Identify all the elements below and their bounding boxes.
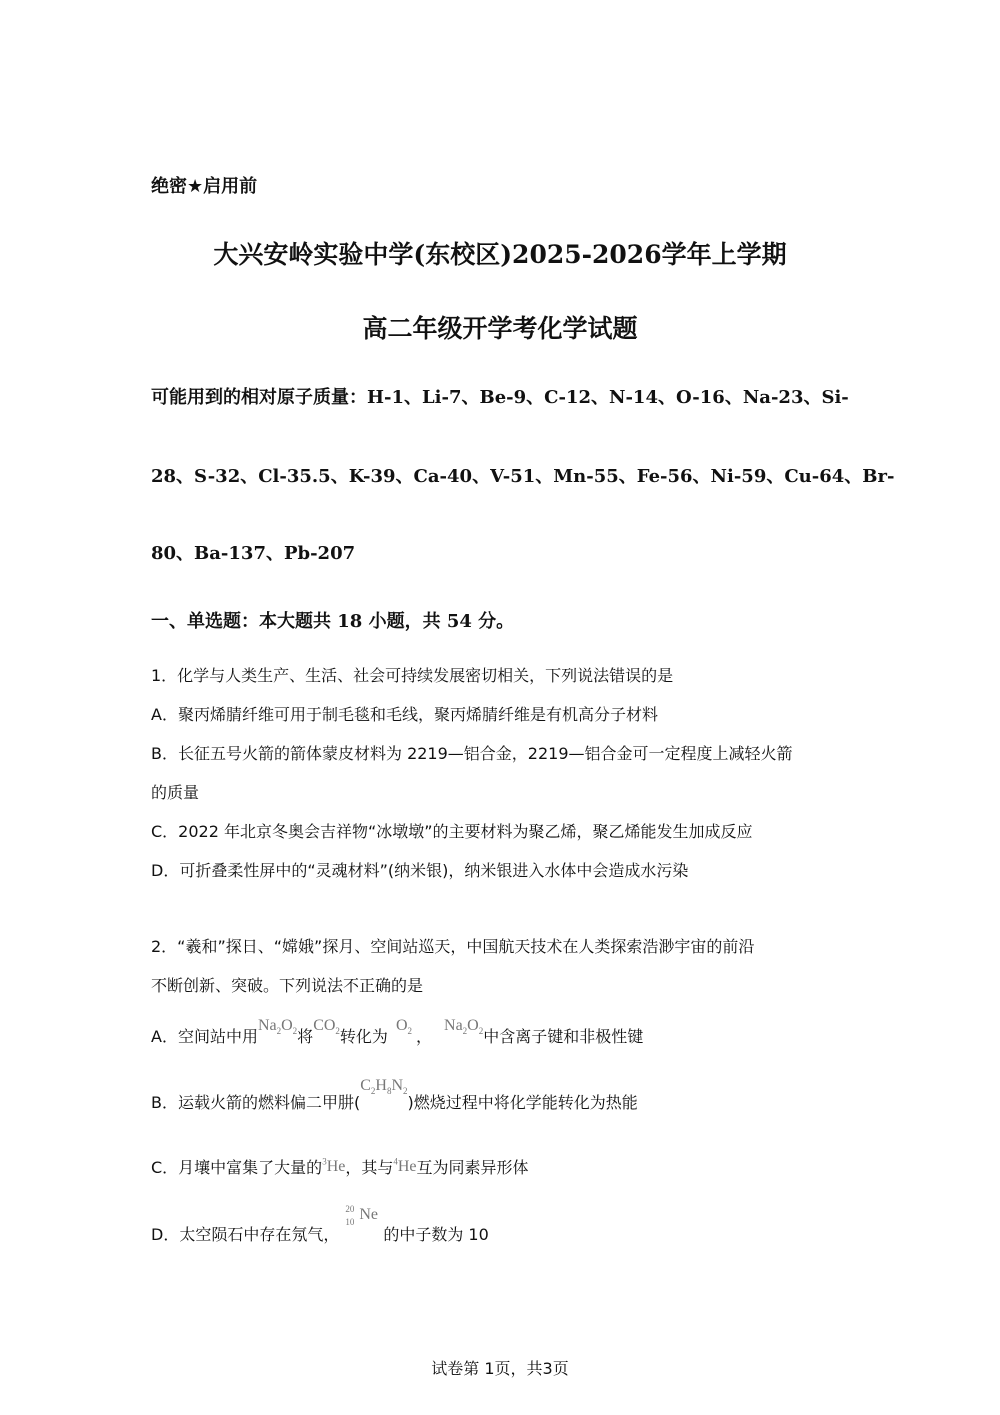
q1-stem: 1．化学与人类生产、生活、社会可持续发展密切相关，下列说法错误的是 (151, 666, 674, 685)
q1-option-b-line1: B．长征五号火箭的箭体蒙皮材料为 2219—铝合金，2219—铝合金可一定程度上减轻火箭 (151, 744, 793, 763)
section-heading: 一、单选题：本大题共 18 小题，共 54 分。 (151, 611, 515, 632)
q1-option-d: D．可折叠柔性屏中的“灵魂材料”(纳米银)，纳米银进入水体中会造成水污染 (151, 861, 689, 880)
q2-stem-line2: 不断创新、突破。下列说法不正确的是 (151, 976, 424, 995)
q2-stem-line1: 2．“羲和”探日、“嫦娥”探月、空间站巡天，中国航天技术在人类探索浩渺宇宙的前沿 (151, 937, 755, 956)
q2-option-d (151, 1204, 489, 1245)
q2-a-mid3: ， (416, 1027, 433, 1046)
q2-option-c (151, 1155, 529, 1178)
q2-option-b (151, 1077, 638, 1114)
q2-a-suffix: 中含离子键和非极性键 (483, 1027, 644, 1046)
exam-subtitle: 高二年级开学考化学试题 (362, 314, 638, 343)
isotope-he4: $^4$He (393, 1156, 417, 1175)
q2-a-mid2: 转化为 (339, 1027, 388, 1046)
page-footer: 试卷第 1页，共3页 (431, 1359, 569, 1378)
secret-mark: 绝密★启用前 (151, 176, 258, 197)
q2-b-suffix: )燃烧过程中将化学能转化为热能 (407, 1093, 638, 1112)
atomic-masses-line-2: 28、S-32、Cl-35.5、K-39、Ca-40、V-51、Mn-55、Fe-56、Ni-59、Cu-64、Br- (151, 466, 895, 487)
q2-a-mid1: 将 (297, 1027, 314, 1046)
formula-na2o2: $Na_2O_2$ (257, 1017, 298, 1037)
atomic-masses-line-1: 可能用到的相对原子质量：H-1、Li-7、Be-9、C-12、N-14、O-16、Na-23、Si- (151, 387, 849, 408)
isotope-he3: $^3$He (322, 1156, 346, 1175)
q2-d-suffix: 的中子数为 10 (383, 1225, 489, 1244)
q1-option-a: A．聚丙烯腈纤维可用于制毛毯和毛线，聚丙烯腈纤维是有机高分子材料 (151, 705, 658, 724)
q1-option-c: C．2022 年北京冬奥会吉祥物“冰墩墩”的主要材料为聚乙烯，聚乙烯能发生加成反应 (151, 822, 753, 841)
isotope-ne20: 20 10 Ne (345, 1204, 378, 1227)
q2-c-prefix: C．月壤中富集了大量的 (151, 1158, 323, 1177)
q2-b-prefix: B．运载火箭的燃料偏二甲肼( (151, 1093, 361, 1112)
formula-co2: $CO_2$ (313, 1017, 340, 1037)
q2-a-prefix: A．空间站中用 (151, 1027, 258, 1046)
formula-na2o2-2: $Na_2O_2$ (432, 1017, 484, 1037)
q2-option-a (151, 1017, 644, 1048)
formula-o2: $O_2$ (387, 1017, 412, 1037)
atomic-masses-line-3: 80、Ba-137、Pb-207 (151, 543, 356, 564)
q2-c-mid: ，其与 (345, 1158, 394, 1177)
exam-title: 大兴安岭实验中学(东校区)2025-2026学年上学期 (213, 240, 787, 269)
q1-option-b-line2: 的质量 (151, 783, 200, 802)
q2-d-prefix: D．太空陨石中存在氖气， (151, 1225, 340, 1244)
formula-c2h8n2: $C_2H_8N_2$ (360, 1077, 408, 1097)
q2-c-suffix: 互为同素异形体 (416, 1158, 529, 1177)
